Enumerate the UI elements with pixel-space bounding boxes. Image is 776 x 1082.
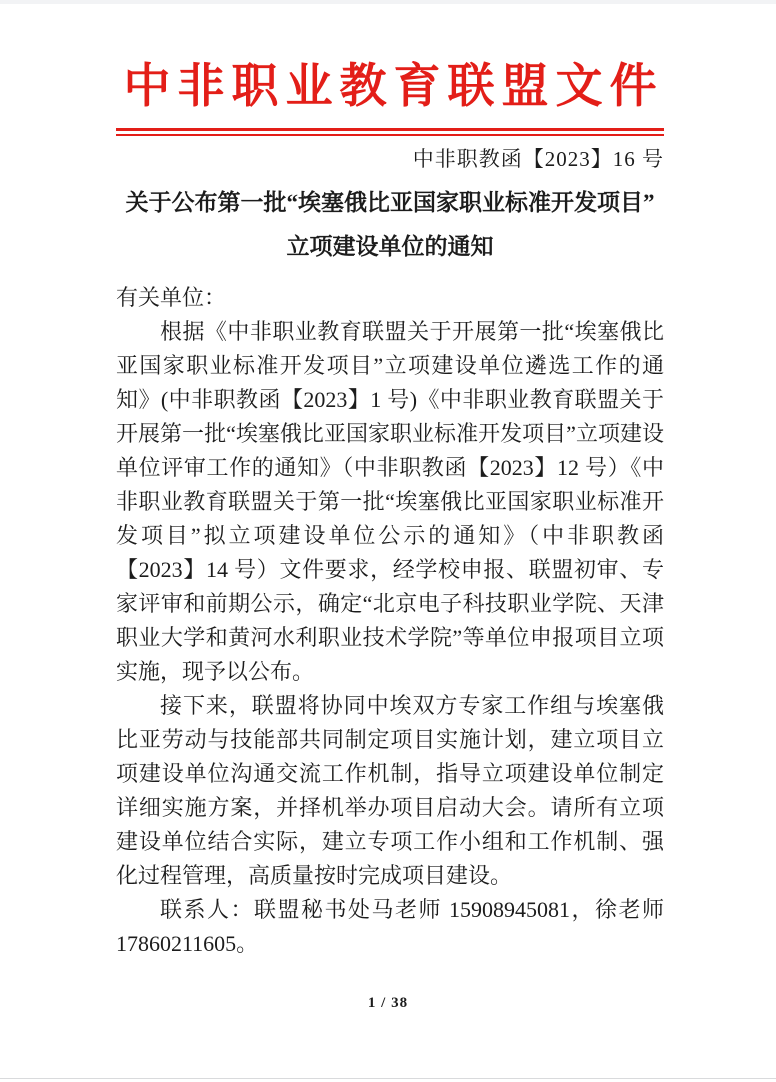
body-paragraph-1: 根据《中非职业教育联盟关于开展第一批“埃塞俄比亚国家职业标准开发项目”立项建设单位遴选工作的通知》(中非职教函【2023】1 号)《中非职业教育联盟关于开展第一批“埃塞俄比亚国家职业标准开发项目”立项建设单位评审工作的通知》（中非职教函【2023】12 号）《中非职业教育联盟关于第一批“埃塞俄比亚国家职业标准开发项目”拟立项建设单位公示的通知》（中非职教函【2023】14 号）文件要求，经学校申报、联盟初审、专家评审和前期公示，确定“北京电子科技职业学院、天津职业大学和黄河水利职业技术学院”等单位申报项目立项实施，现予以公布。	[116, 319, 664, 684]
document-number: 中非职教函【2023】16 号	[412, 147, 664, 171]
document-title-line1: 关于公布第一批“埃塞俄比亚国家职业标准开发项目”	[125, 190, 655, 215]
letterhead-title: 中非职业教育联盟文件	[123, 61, 664, 113]
page-number: 1 / 38	[367, 995, 409, 1011]
body-paragraph-2: 接下来，联盟将协同中埃双方专家工作组与埃塞俄比亚劳动与技能部共同制定项目实施计划，建立项目立项建设单位沟通交流工作机制，指导立项建设单位制定详细实施方案，并择机举办项目启动大会。请所有立项建设单位结合实际，建立专项工作小组和工作机制、强化过程管理，高质量按时完成项目建设。	[116, 693, 664, 888]
salutation: 有关单位：	[116, 285, 227, 310]
document-body	[116, 281, 664, 961]
letterhead-double-rule	[116, 128, 664, 136]
viewer-page-bottom-divider	[0, 1078, 776, 1079]
viewer-page-top-edge	[0, 0, 776, 4]
document-title-line2: 立项建设单位的通知	[286, 234, 494, 259]
body-paragraph-contact: 联系人：联盟秘书处马老师 15908945081，徐老师 17860211605。	[116, 897, 664, 956]
document-title	[104, 181, 676, 269]
